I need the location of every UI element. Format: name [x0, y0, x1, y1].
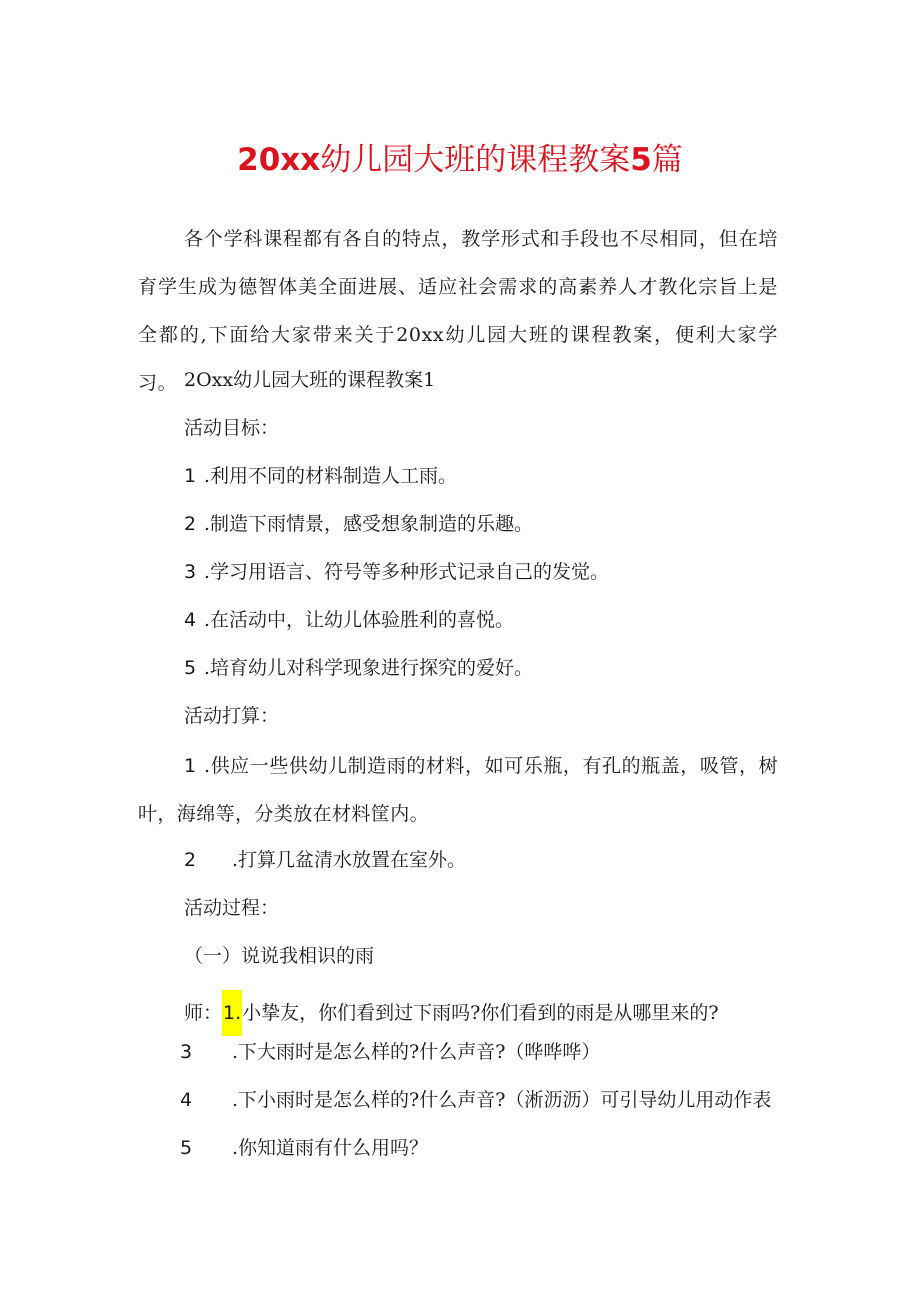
goal-number: 1 — [184, 465, 197, 487]
question-number: 4 — [180, 1089, 193, 1111]
question-number: 5 — [180, 1137, 193, 1159]
question-text: .下小雨时是怎么样的?什么声音?（淅沥沥）可引导幼儿用动作表 — [232, 1089, 772, 1111]
goal-item — [184, 558, 609, 586]
goal-item — [184, 510, 533, 538]
goal-number: 4 — [184, 609, 197, 631]
document-title — [0, 138, 920, 182]
question-item — [180, 1086, 771, 1114]
prep-number: 1 — [184, 755, 197, 777]
prep-text: .打算几盆清水放置在室外。 — [232, 849, 467, 871]
prep-text: .供应一些供幼儿制造雨的材料，如可乐瓶，有孔的瓶盖，吸管，树叶，海绵等，分类放在材料筐内。 — [138, 755, 778, 825]
question-item — [180, 1134, 428, 1162]
goal-number: 3 — [184, 561, 197, 583]
goal-number: 2 — [184, 513, 197, 535]
process-subheading: （一）说说我相识的雨 — [184, 945, 375, 967]
teacher-label: 师： — [184, 1002, 223, 1024]
title-main: 幼儿园大班的课程教案 — [320, 142, 631, 178]
teacher-line — [184, 990, 719, 1036]
section-heading: 2Oxx幼儿园大班的课程教案1 — [184, 369, 436, 391]
prep-item-2 — [184, 846, 466, 874]
goal-text: .在活动中，让幼儿体验胜利的喜悦。 — [204, 609, 515, 631]
title-count: 5 — [630, 142, 652, 178]
goal-item — [184, 462, 457, 490]
goal-text: .制造下雨情景，感受想象制造的乐趣。 — [204, 513, 534, 535]
highlighted-number: 1. — [222, 990, 242, 1036]
question-item — [180, 1038, 600, 1066]
title-suffix: 篇 — [651, 142, 683, 178]
intro-paragraph: 各个学科课程都有各自的特点，教学形式和手段也不尽相同，但在培育学生成为德智体美全面进展、适应社会需求的高素养人才教化宗旨上是全都的,下面给大家带来关于20xx幼儿园大班的课程教案，便利大家学习。 — [138, 228, 778, 394]
goal-number: 5 — [184, 657, 197, 679]
goal-item — [184, 654, 533, 682]
goals-heading: 活动目标： — [184, 417, 280, 439]
prep-heading: 活动打算： — [184, 705, 280, 727]
goal-text: .学习用语言、符号等多种形式记录自己的发觉。 — [204, 561, 610, 583]
title-year: 20xx — [237, 142, 321, 178]
prep-item-1 — [138, 742, 778, 838]
process-heading: 活动过程： — [184, 897, 280, 919]
goal-text: .利用不同的材料制造人工雨。 — [204, 465, 458, 487]
prep-number: 2 — [184, 849, 197, 871]
question-text: .你知道雨有什么用吗？ — [232, 1137, 429, 1159]
question-number: 3 — [180, 1041, 193, 1063]
teacher-question: 小挚友，你们看到过下雨吗?你们看到的雨是从哪里来的? — [242, 1002, 719, 1024]
goal-item — [184, 606, 514, 634]
question-text: .下大雨时是怎么样的?什么声音?（哗哗哗） — [232, 1041, 601, 1063]
goal-text: .培育幼儿对科学现象进行探究的爱好。 — [204, 657, 534, 679]
